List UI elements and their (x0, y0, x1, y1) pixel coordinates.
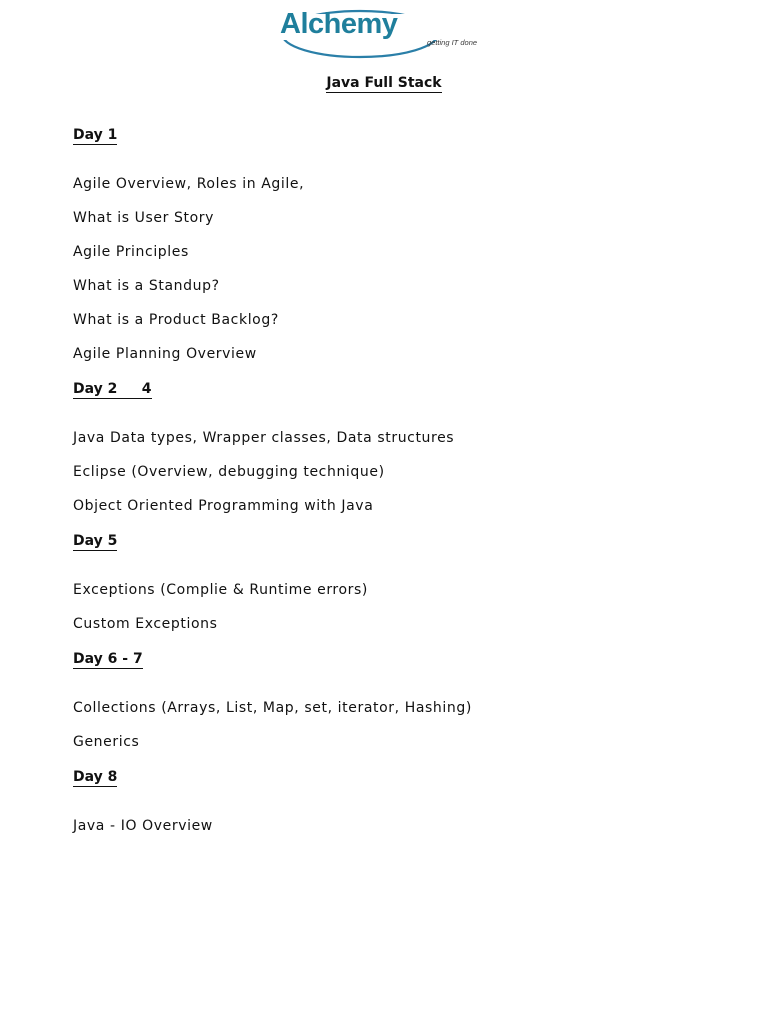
section-heading (73, 126, 733, 145)
section-day-6-7 (73, 650, 733, 768)
section-day-2-4 (73, 380, 733, 532)
topic-item: Agile Planning Overview (73, 346, 257, 362)
section-day-5 (73, 532, 733, 650)
topic-item: Object Oriented Programming with Java (73, 498, 374, 514)
topic-list (73, 430, 733, 532)
topic-list (73, 176, 733, 380)
section-heading-text: Day 8 (73, 769, 118, 785)
topic-list (73, 700, 733, 768)
topic-list (73, 582, 733, 650)
course-outline (73, 126, 733, 852)
topic-item: Eclipse (Overview, debugging technique) (73, 464, 385, 480)
section-heading (73, 650, 733, 669)
topic-item: Agile Overview, Roles in Agile, (73, 176, 305, 192)
section-heading-text: Day 5 (73, 533, 118, 549)
section-heading-text: Day 1 (73, 127, 118, 143)
topic-item: Collections (Arrays, List, Map, set, iterator, Hashing) (73, 700, 472, 716)
topic-item: What is a Standup? (73, 278, 220, 294)
topic-item: What is a Product Backlog? (73, 312, 279, 328)
topic-item: Java Data types, Wrapper classes, Data structures (73, 430, 455, 446)
topic-item: Exceptions (Complie & Runtime errors) (73, 582, 368, 598)
section-heading-text: Day 2 4 (73, 381, 152, 397)
topic-item: Custom Exceptions (73, 616, 218, 632)
document-title: Java Full Stack (326, 75, 442, 91)
topic-item: Agile Principles (73, 244, 189, 260)
topic-item: What is User Story (73, 210, 215, 226)
section-day-8 (73, 768, 733, 852)
section-heading (73, 768, 733, 787)
section-heading-text: Day 6 - 7 (73, 651, 143, 667)
section-day-1 (73, 126, 733, 380)
document-title-row (0, 75, 768, 91)
topic-item: Java - IO Overview (73, 818, 213, 834)
topic-item: Generics (73, 734, 140, 750)
logo-brand-text: Alchemy (280, 8, 398, 40)
topic-list (73, 818, 733, 852)
section-heading (73, 380, 733, 399)
section-heading (73, 532, 733, 551)
alchemy-logo (278, 6, 490, 60)
logo-tagline: getting IT done (427, 38, 478, 47)
